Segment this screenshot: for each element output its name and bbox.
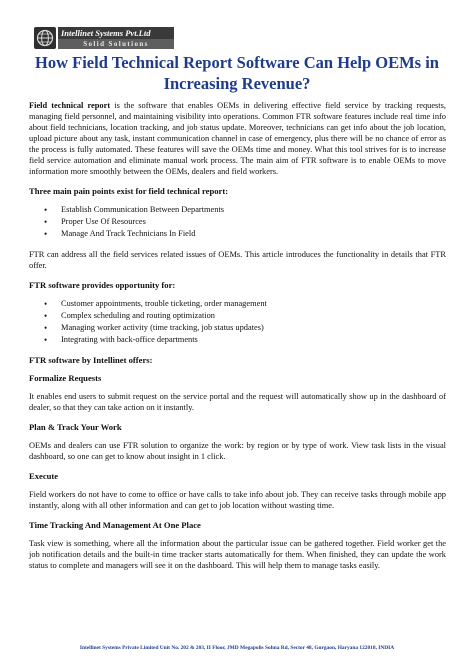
globe-icon (34, 27, 56, 49)
opportunity-heading: FTR software provides opportunity for: (29, 280, 176, 290)
section-heading: Execute (29, 471, 59, 481)
section-heading: Formalize Requests (29, 373, 102, 383)
pain-points-list (29, 204, 446, 240)
page-title: How Field Technical Report Software Can Help OEMs in Increasing Revenue? (35, 53, 439, 93)
list-item: • Proper Use Of Resources (29, 216, 446, 228)
list-item: • Integrating with back-office departments (29, 334, 446, 346)
logo-company-name: Intellinet Systems Pvt.Ltd (58, 27, 174, 39)
intro-lead: Field technical report (29, 101, 111, 110)
article-body (29, 100, 446, 580)
list-item: • Managing worker activity (time tracking, job status updates) (29, 322, 446, 334)
section-text: Task view is something, where all the information about the particular issue can be gathered together. Field worker get the job notification details and the built-in time tracker starts automatically for them. When finished, they can update the work status to complete and managers will see it on the dashboard. This will help them to manage tasks easily. (29, 539, 446, 570)
list-item: • Complex scheduling and routing optimization (29, 310, 446, 322)
offers-heading: FTR software by Intellinet offers: (29, 355, 153, 365)
opportunity-list (29, 298, 446, 346)
intro-text: is the software that enables OEMs in delivering effective field service by tracking requests, managing field personnel, and maintaining visibility into operations. Common FTR software features include real time info about field technicians, location tracking, and job status update. Moreover, technicians can get info about the job location, upload picture about any task, instant communication channel in case of emergency, plus there will be no chance of error as the process is fully automated. These features will save the OEMs time and money. What this tool strives for is to increase field service automation and eliminate manual work process. The main aim of FTR software is to enable OEMs to move information more smoothly between the OEMs, dealers and field workers. (29, 101, 446, 176)
footer-address: Intellinet Systems Private Limited Unit No. 202 & 203, II Floor, JMD Megapolis Sohna Rd, Sector 48, Gurgaon, Haryana 122018, INDIA (79, 645, 395, 651)
list-item: • Customer appointments, trouble ticketing, order management (29, 298, 446, 310)
pain-points-heading: Three main pain points exist for field technical report: (29, 186, 229, 196)
section-text: OEMs and dealers can use FTR solution to organize the work: by region or by type of work. View task lists in the visual dashboard, so one can get to know about insight in 1 click. (29, 441, 446, 461)
company-logo (34, 27, 174, 49)
section-text: It enables end users to submit request on the service portal and the request will automatically show up in the dashboard of dealer, so that they can take action on it instantly. (29, 392, 446, 412)
list-item: • Establish Communication Between Departments (29, 204, 446, 216)
section-heading: Time Tracking And Management At One Place (29, 520, 201, 530)
section-heading: Plan & Track Your Work (29, 422, 122, 432)
functionality-paragraph: FTR can address all the field services related issues of OEMs. This article introduces the functionality in details that FTR offer. (29, 250, 446, 270)
logo-tagline: Solid Solutions (58, 39, 174, 49)
list-item: • Manage And Track Technicians In Field (29, 228, 446, 240)
intro-paragraph (29, 100, 446, 177)
section-text: Field workers do not have to come to office or have calls to take info about job. They can receive tasks through mobile app instantly, along with all other information and can get to job location without wasting time. (29, 490, 446, 510)
